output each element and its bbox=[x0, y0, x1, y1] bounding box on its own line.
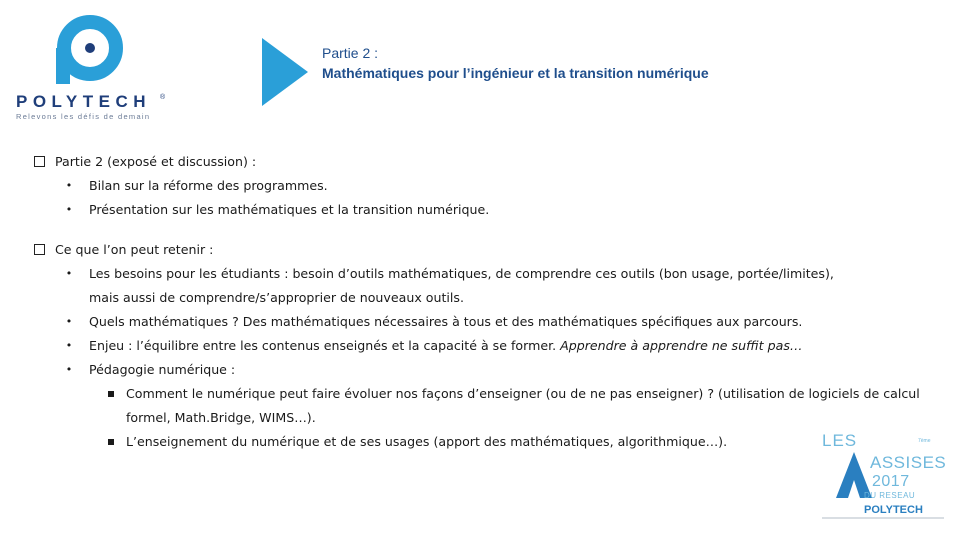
list-item-text: Quels mathématiques ? Des mathématiques nécessaires à tous et des mathématiques spécifiques aux parcours. bbox=[89, 314, 803, 329]
section-heading bbox=[34, 150, 934, 174]
sub-list-item-text: Comment le numérique peut faire évoluer nos façons d’enseigner (ou de ne pas enseigner) ? (utilisation de logiciels de calcul formel, Math.Bridge, WIMS…). bbox=[126, 386, 920, 425]
registered-mark: ® bbox=[160, 94, 166, 101]
section-partie-2 bbox=[34, 150, 934, 222]
square-bullet-icon bbox=[108, 391, 114, 397]
list-item-text: Les besoins pour les étudiants : besoin d’outils mathématiques, de comprendre ces outils (bon usage, portée/limites), mais aussi de comprendre/s’approprier de nouveaux outils. bbox=[89, 266, 834, 305]
bullet-list bbox=[34, 262, 934, 454]
polytech-wordmark: POLYTECH bbox=[16, 92, 152, 111]
bullet-dot-icon: • bbox=[65, 179, 73, 192]
section-title: Partie 2 (exposé et discussion) : bbox=[55, 154, 257, 169]
bullet-dot-icon: • bbox=[65, 267, 73, 280]
polytech-tagline: Relevons les défis de demain bbox=[16, 112, 151, 121]
bullet-dot-icon: • bbox=[65, 315, 73, 328]
sub-list-item bbox=[34, 430, 934, 454]
section-title: Ce que l’on peut retenir : bbox=[55, 242, 214, 257]
assises-les-text: LES bbox=[822, 431, 858, 450]
list-item bbox=[34, 358, 934, 454]
assises-edition-text: 7ème bbox=[918, 438, 931, 444]
assises-reseau-text: DU RESEAU bbox=[864, 491, 916, 500]
bullet-dot-icon: • bbox=[65, 363, 73, 376]
checkbox-bullet-icon bbox=[34, 156, 45, 167]
list-item-text: Enjeu : l’équilibre entre les contenus enseignés et la capacité à se former. bbox=[89, 338, 561, 353]
checkbox-bullet-icon bbox=[34, 244, 45, 255]
assises-brand-text: POLYTECH bbox=[864, 504, 923, 516]
section-heading bbox=[34, 238, 934, 262]
polytech-logo bbox=[14, 14, 174, 124]
sub-list-item bbox=[34, 382, 934, 430]
bullet-list bbox=[34, 174, 934, 222]
list-item-text: Bilan sur la réforme des programmes. bbox=[89, 178, 328, 193]
square-bullet-icon bbox=[108, 439, 114, 445]
slide-title-subject: Mathématiques pour l’ingénieur et la transition numérique bbox=[322, 65, 709, 81]
play-arrow-icon bbox=[260, 38, 310, 106]
bullet-dot-icon: • bbox=[65, 203, 73, 216]
slide-title bbox=[322, 43, 709, 83]
assises-polytech-logo bbox=[818, 428, 948, 524]
slide-title-part: Partie 2 : bbox=[322, 45, 379, 61]
assises-year-text: 2017 bbox=[872, 473, 910, 490]
list-item bbox=[34, 262, 934, 310]
assises-word-text: ASSISES bbox=[870, 453, 947, 472]
list-item-text: Présentation sur les mathématiques et la transition numérique. bbox=[89, 202, 490, 217]
bullet-dot-icon: • bbox=[65, 339, 73, 352]
list-item bbox=[34, 310, 934, 334]
list-item bbox=[34, 174, 934, 198]
list-item bbox=[34, 198, 934, 222]
list-item bbox=[34, 334, 934, 358]
polytech-p-icon bbox=[52, 14, 124, 86]
sub-bullet-list bbox=[34, 382, 934, 454]
list-item-text: Pédagogie numérique : bbox=[89, 362, 236, 377]
sub-list-item-text: L’enseignement du numérique et de ses usages (apport des mathématiques, algorithmique…). bbox=[126, 434, 728, 449]
list-item-emphasis: Apprendre à apprendre ne suffit pas… bbox=[560, 338, 803, 353]
section-retenir bbox=[34, 238, 934, 454]
slide-content bbox=[34, 150, 934, 454]
